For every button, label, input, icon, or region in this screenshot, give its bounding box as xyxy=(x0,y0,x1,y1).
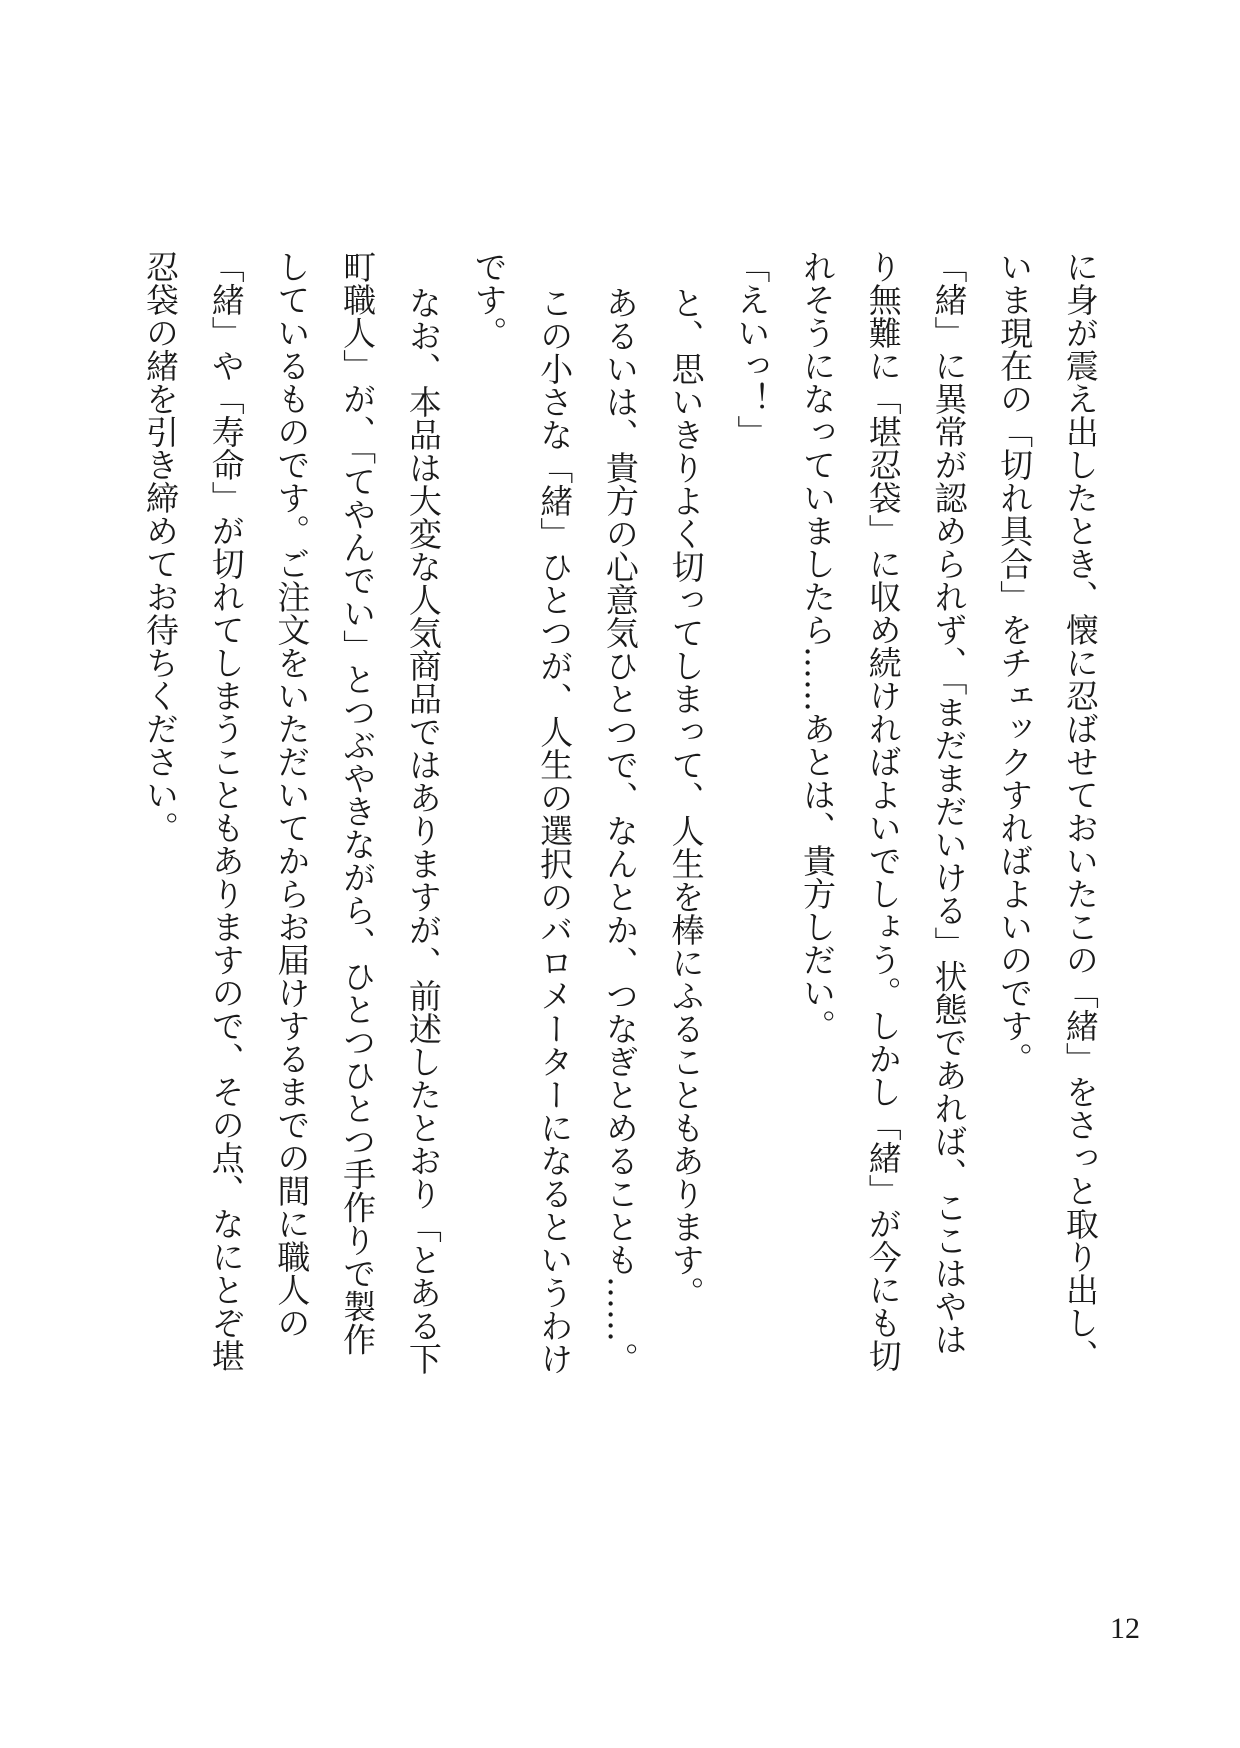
vertical-body-text xyxy=(140,250,1100,1470)
text-column: に身が震え出したとき、懐に忍ばせておいたこの「緒」をさっと取り出し、 xyxy=(1060,250,1100,1372)
text-column: 「えいっ！」 xyxy=(732,250,772,448)
text-column: 町職人」が、「てやんでい」とつぶやきながら、ひとつひとつ手作りで製作 xyxy=(338,250,378,1356)
text-column: いま現在の「切れ具合」をチェックすればよいのです。 xyxy=(995,250,1035,1075)
page-number: 12 xyxy=(1110,1612,1140,1645)
text-column: 「緒」や「寿命」が切れてしまうこともありますので、その点、なにとぞ堪 xyxy=(206,250,246,1372)
text-column: と、思いきりよく切ってしまって、人生を棒にふることもあります。 xyxy=(666,286,706,1309)
text-column: あるいは、貴方の心意気ひとつで、なんとか、つなぎとめることも……。 xyxy=(600,286,640,1375)
text-column: この小さな「緒」ひとつが、人生の選択のバロメーターになるというわけ xyxy=(535,286,575,1375)
text-column: 「緒」に異常が認められず、「まだまだいける」状態であれば、ここはやは xyxy=(929,250,969,1356)
text-column: しているものです。ご注文をいただいてからお届けするまでの間に職人の xyxy=(272,250,312,1339)
text-column: れそうになっていましたら……あとは、貴方しだい。 xyxy=(798,250,838,1042)
text-column: 忍袋の緒を引き締めてお待ちください。 xyxy=(141,250,180,844)
text-column: り無難に「堪忍袋」に収め続ければよいでしょう。しかし「緒」が今にも切 xyxy=(863,250,903,1372)
text-column: です。 xyxy=(469,250,509,349)
text-column: なお、本品は大変な人気商品ではありますが、前述したとおり「とある下 xyxy=(403,286,443,1375)
